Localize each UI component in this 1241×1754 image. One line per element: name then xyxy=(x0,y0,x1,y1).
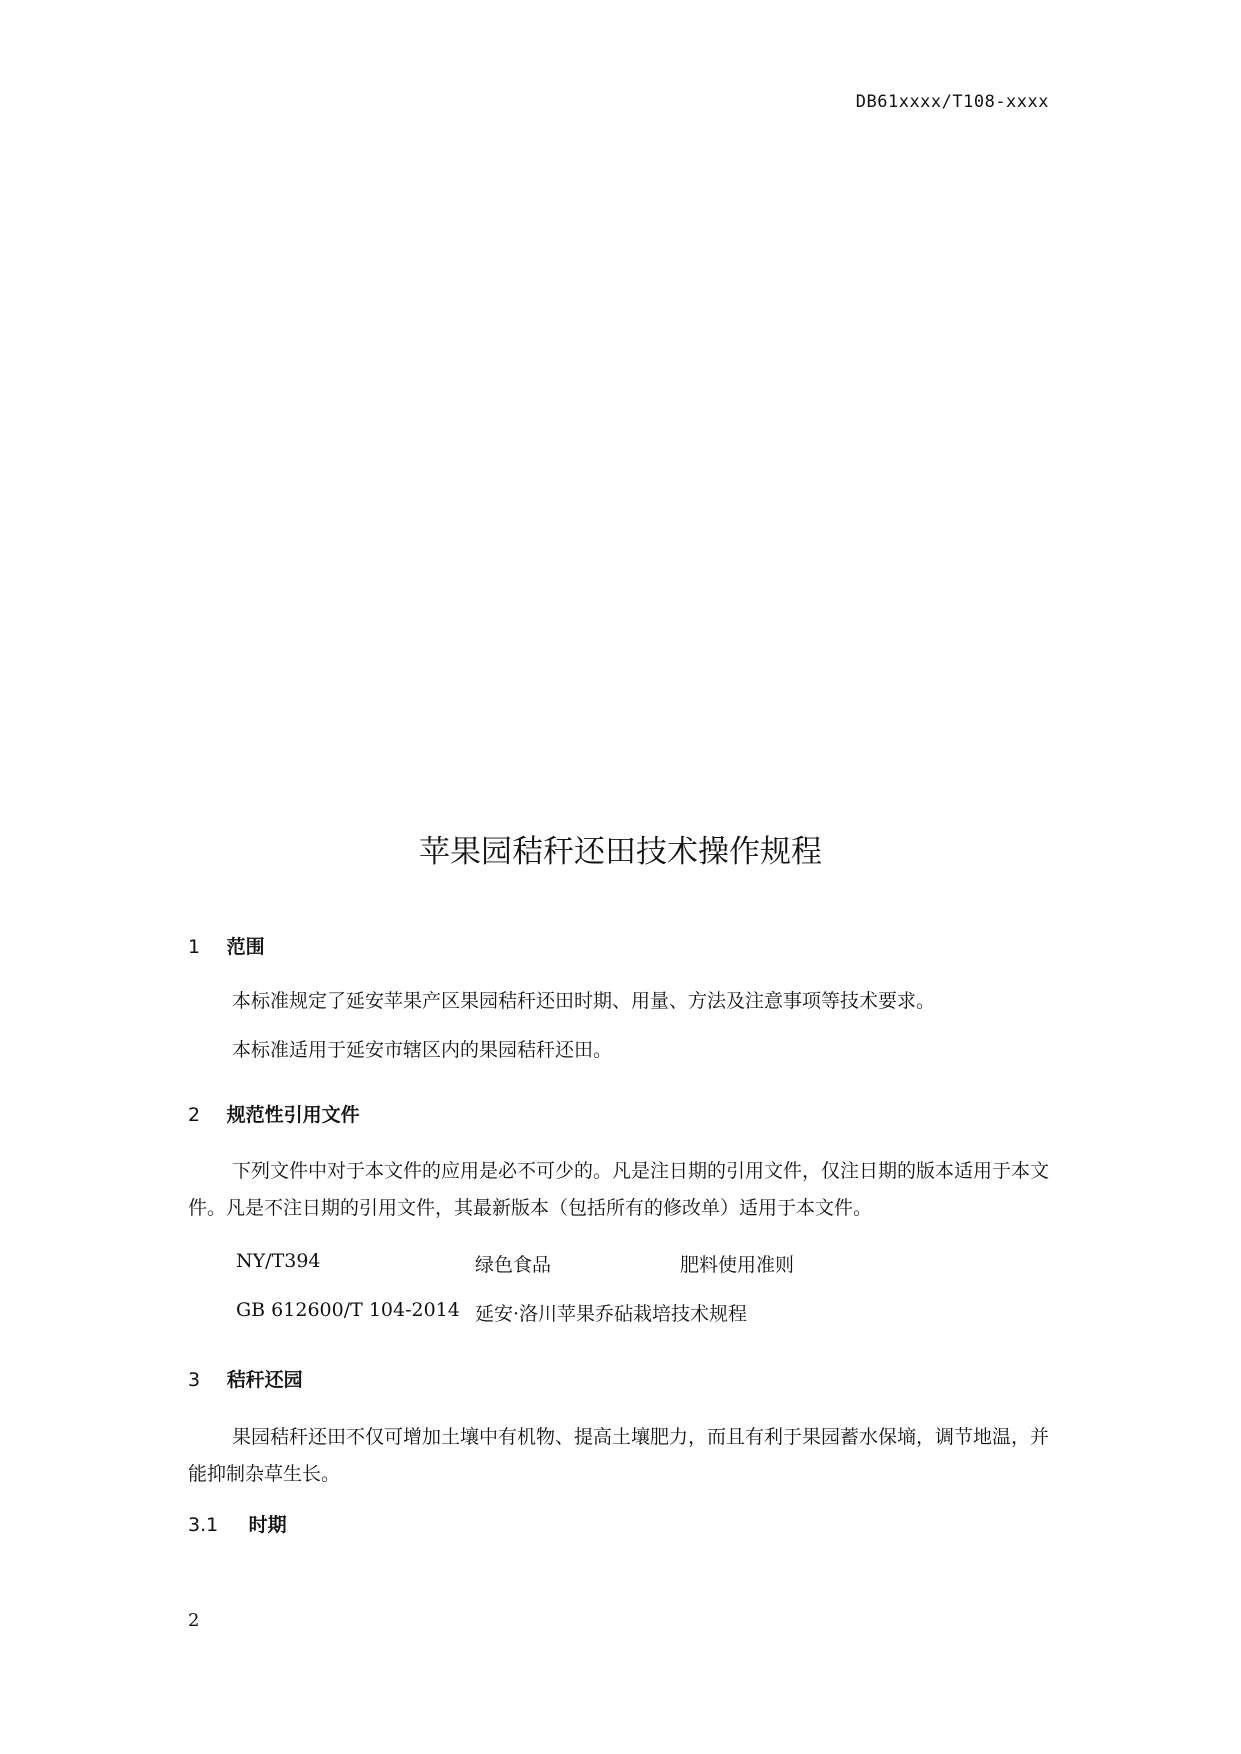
section-title: 范围 xyxy=(226,936,265,958)
section-3-heading xyxy=(188,1365,303,1392)
section-title: 时期 xyxy=(248,1514,287,1536)
section-number: 1 xyxy=(188,936,201,958)
section-2-paragraph-1: 下列文件中对于本文件的应用是必不可少的。凡是注日期的引用文件，仅注日期的版本适用于本文件。凡是不注日期的引用文件，其最新版本（包括所有的修改单）适用于本文件。 xyxy=(188,1160,1050,1219)
section-number: 3.1 xyxy=(188,1514,219,1536)
section-1-heading xyxy=(188,932,265,959)
document-code: DB61xxxx/T108-xxxx xyxy=(855,92,1049,112)
section-3-paragraph-1: 果园秸秆还田不仅可增加土壤中有机物、提高土壤肥力，而且有利于果园蓄水保墒，调节地温，并能抑制杂草生长。 xyxy=(188,1426,1050,1485)
reference-category: 绿色食品 xyxy=(475,1254,552,1276)
reference-title: 肥料使用准则 xyxy=(680,1254,795,1276)
page-title: 苹果园秸秆还田技术操作规程 xyxy=(419,834,822,870)
reference-code: GB 612600/T 104-2014 xyxy=(236,1299,460,1321)
section-title: 秸秆还园 xyxy=(226,1369,303,1391)
section-3-1-heading xyxy=(188,1510,287,1537)
section-2-heading xyxy=(188,1100,360,1127)
section-title: 规范性引用文件 xyxy=(226,1104,360,1126)
section-number: 2 xyxy=(188,1104,201,1126)
section-1-paragraph-2: 本标准适用于延安市辖区内的果园秸秆还田。 xyxy=(232,1039,613,1061)
reference-code: NY/T394 xyxy=(236,1250,321,1272)
reference-title: 延安·洛川苹果乔砧栽培技术规程 xyxy=(475,1303,748,1325)
section-1-paragraph-1: 本标准规定了延安苹果产区果园秸秆还田时期、用量、方法及注意事项等技术要求。 xyxy=(232,990,936,1012)
page-number: 2 xyxy=(188,1610,200,1631)
section-number: 3 xyxy=(188,1369,201,1391)
